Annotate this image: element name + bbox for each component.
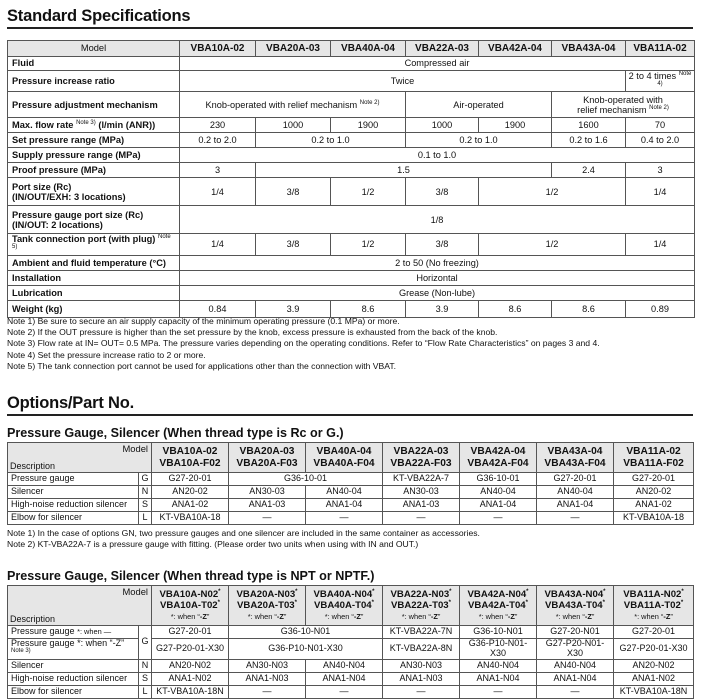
model-col: VBA20A-03 VBA20A-F03 [229,443,306,473]
row-pressure-increase [8,71,695,92]
opt1-header-row [8,443,694,473]
row-label: Silencer [8,486,139,499]
cell: 0.2 to 1.0 [256,133,406,148]
cell: 1/4 [180,178,256,206]
row-ambient [8,255,695,270]
note: Note 2) If the OUT pressure is higher than the set pressure by the knob, excess pressure is exhausted from the back of the knob. [7,327,498,338]
opt1-heading: Pressure Gauge, Silencer (When thread type is Rc or G.) [7,426,344,440]
cell: — [306,685,383,698]
row-label: Installation [8,270,180,285]
cell: G27-20-01 [152,473,229,486]
cell: ANA1-04 [306,499,383,512]
model-col: VBA40A-04 VBA40A-F04 [306,443,383,473]
row-label: Proof pressure (MPa) [8,163,180,178]
cell: 1/2 [479,234,626,255]
row-label: Weight (kg) [8,300,180,317]
note: Note 3) Flow rate at IN= OUT= 0.5 MPa. The pressure varies depending on the operating conditions. Refer to “Flow Rate Characteristics” on pages 3 and 4. [7,338,600,349]
opt2-row-elbow [8,685,694,698]
note: Note 2) KT-VBA22A-7 is a pressure gauge with fitting. (Please order two units when using with IN and OUT.) [7,539,419,550]
model-col: VBA22A-03 [406,41,479,57]
row-label: Fluid [8,57,180,71]
row-label: Max. flow rate $^{Note 3)}$ (l/min (ANR)) [8,118,180,133]
cell: G27-P20-01-X30 [152,639,229,660]
row-port-size [8,178,695,206]
model-col: VBA11A-N02* VBA11A-T02* *: when “-Z” [614,586,694,626]
row-proof-pressure [8,163,695,178]
cell: ANA1-04 [537,499,614,512]
cell: G36-10-N01 [229,626,383,639]
cell: 8.6 [479,300,552,317]
row-supply-pressure [8,148,695,163]
spec-heading: Standard Specifications [7,7,191,25]
cell: AN20-02 [614,486,694,499]
cell: G27-P20-N01-X30 [537,639,614,660]
note: Note 4) Set the pressure increase ratio to 2 or more. [7,349,206,360]
row-fluid [8,57,695,71]
cell: ANA1-02 [614,499,694,512]
cell: 2 to 4 times $^{Note 4)}$ [626,71,695,92]
cell: ANA1-N02 [152,672,229,685]
cell: 1900 [479,118,552,133]
cell: 3/8 [256,234,331,255]
cell: 1.5 [256,163,552,178]
cell: G27-P20-01-X30 [614,639,694,660]
row-label: Silencer [8,659,139,672]
cell: G36-10-01 [229,473,383,486]
cell: AN40-N04 [537,659,614,672]
cell: G36-P10-N01-X30 [229,639,383,660]
cell: ANA1-N03 [229,672,306,685]
cell: — [460,685,537,698]
cell: KT-VBA10A-18N [614,685,694,698]
cell: 1/2 [331,178,406,206]
row-label: Pressure gauge *: when “-Z” $^{Note 3)}$ [8,639,139,660]
cell: KT-VBA22A-7N [383,626,460,639]
opt1-row-silencer [8,486,694,499]
cell: AN20-N02 [614,659,694,672]
cell: Horizontal [180,270,695,285]
opt2-header-row [8,586,694,626]
desc-header: Model Description [8,443,152,473]
cell: 3.9 [406,300,479,317]
row-label: Supply pressure range (MPa) [8,148,180,163]
cell: 1/4 [626,234,695,255]
cell: AN30-03 [383,486,460,499]
cell: 1/8 [180,206,695,234]
cell: Air-operated [406,92,552,118]
opt2-table [7,585,694,699]
cell: ANA1-03 [383,499,460,512]
opt2-row-silencer [8,659,694,672]
cell: 0.89 [626,300,695,317]
model-col: VBA10A-02 [180,41,256,57]
cell: AN40-N04 [460,659,537,672]
row-label: Tank connection port (with plug) $^{Note 5)}$ [8,234,180,255]
cell: ANA1-04 [460,499,537,512]
cell: G27-20-01 [152,626,229,639]
cell: 2.4 [552,163,626,178]
opt1-row-elbow [8,512,694,525]
cell: G27-20-N01 [537,626,614,639]
cell: AN20-02 [152,486,229,499]
cell: 3/8 [406,234,479,255]
opt2-row-high-noise [8,672,694,685]
cell: ANA1-N04 [460,672,537,685]
model-col: VBA43A-04 VBA43A-F04 [537,443,614,473]
row-label: Port size (Rc) (IN/OUT/EXH: 3 locations) [8,178,180,206]
cell: — [229,685,306,698]
row-lubrication [8,285,695,300]
row-label: Pressure gauge *: when — [8,626,139,639]
cell: 8.6 [552,300,626,317]
cell: Grease (Non-lube) [180,285,695,300]
note: Note 5) The tank connection port cannot be used for applications other than the connection with VBAT. [7,360,397,371]
cell: 1000 [406,118,479,133]
symbol: L [139,512,152,525]
cell: — [383,512,460,525]
model-col: VBA42A-N04* VBA42A-T04* *: when “-Z” [460,586,537,626]
cell: — [306,512,383,525]
options-heading: Options/Part No. [7,394,134,412]
cell: 0.2 to 2.0 [180,133,256,148]
cell: 3/8 [406,178,479,206]
row-label: Pressure gauge port size (Rc) (IN/OUT: 2 locations) [8,206,180,234]
cell: 2 to 50 (No freezing) [180,255,695,270]
cell: — [537,512,614,525]
model-col: VBA20A-03 [256,41,331,57]
opt1-row-high-noise [8,499,694,512]
model-col: VBA42A-04 [479,41,552,57]
cell: ANA1-N03 [383,672,460,685]
cell: Knob-operated with relief mechanism $^{Note 2)}$ [552,92,695,118]
symbol: S [139,499,152,512]
heading-rule [7,414,693,416]
cell: 1/4 [626,178,695,206]
cell: 70 [626,118,695,133]
cell: 3 [626,163,695,178]
cell: KT-VBA10A-18 [152,512,229,525]
cell: 0.2 to 1.6 [552,133,626,148]
cell: AN20-N02 [152,659,229,672]
cell: 1600 [552,118,626,133]
cell: — [383,685,460,698]
row-max-flow [8,118,695,133]
row-label: Elbow for silencer [8,512,139,525]
cell: ANA1-N04 [306,672,383,685]
cell: 8.6 [331,300,406,317]
cell: KT-VBA22A-8N [383,639,460,660]
model-col: VBA40A-N04* VBA40A-T04* *: when “-Z” [306,586,383,626]
row-tank-port [8,234,695,255]
cell: — [229,512,306,525]
note: Note 1) In the case of options GN, two pressure gauges and one silencer are included in the same container as accessories. [7,528,480,538]
cell: — [537,685,614,698]
row-pressure-adjustment [8,92,695,118]
cell: 1900 [331,118,406,133]
cell: G27-20-01 [614,473,694,486]
cell: 0.84 [180,300,256,317]
row-weight [8,300,695,317]
model-header: Model [8,41,180,57]
row-label: High-noise reduction silencer [8,499,139,512]
cell: AN30-03 [229,486,306,499]
row-label: High-noise reduction silencer [8,672,139,685]
opt1-table [7,442,694,525]
model-col: VBA40A-04 [331,41,406,57]
desc-header: Model Description [8,586,152,626]
cell: ANA1-N04 [537,672,614,685]
model-col: VBA22A-N03* VBA22A-T03* *: when “-Z” [383,586,460,626]
opt1-row-gauge [8,473,694,486]
cell: G27-20-01 [614,626,694,639]
cell: G36-P10-N01-X30 [460,639,537,660]
row-label: Pressure increase ratio [8,71,180,92]
cell: 1/2 [479,178,626,206]
symbol: S [139,672,152,685]
model-col: VBA43A-04 [552,41,626,57]
cell: 3 [180,163,256,178]
cell: 3.9 [256,300,331,317]
cell: AN40-04 [537,486,614,499]
symbol: L [139,685,152,698]
opt1-notes [7,528,480,550]
row-label: Ambient and fluid temperature (°C) [8,255,180,270]
opt2-row-gauge-b [8,639,694,660]
cell: ANA1-N02 [614,672,694,685]
cell: 1/2 [331,234,406,255]
opt2-heading: Pressure Gauge, Silencer (When thread type is NPT or NPTF.) [7,569,375,583]
cell: 1/4 [180,234,256,255]
model-col: VBA43A-N04* VBA43A-T04* *: when “-Z” [537,586,614,626]
model-col: VBA11A-02 VBA11A-F02 [614,443,694,473]
model-col: VBA10A-N02* VBA10A-T02* *: when “-Z” [152,586,229,626]
cell: 0.2 to 1.0 [406,133,552,148]
row-set-pressure [8,133,695,148]
row-installation [8,270,695,285]
model-col: VBA22A-03 VBA22A-F03 [383,443,460,473]
note: Note 1) Be sure to secure an air supply capacity of the minimum operating pressure (0.1 MPa) or more. [7,316,400,326]
model-col: VBA10A-02 VBA10A-F02 [152,443,229,473]
cell: G36-10-N01 [460,626,537,639]
cell: ANA1-03 [229,499,306,512]
cell: AN40-04 [306,486,383,499]
symbol: G [139,626,152,660]
cell: KT-VBA10A-18N [152,685,229,698]
model-col: VBA20A-N03* VBA20A-T03* *: when “-Z” [229,586,306,626]
cell: AN30-N03 [383,659,460,672]
row-label: Elbow for silencer [8,685,139,698]
model-col: VBA42A-04 VBA42A-F04 [460,443,537,473]
row-label: Pressure adjustment mechanism [8,92,180,118]
symbol: N [139,659,152,672]
cell: KT-VBA22A-7 [383,473,460,486]
spec-table [7,40,695,318]
row-gauge-port [8,206,695,234]
cell: AN30-N03 [229,659,306,672]
cell: G27-20-01 [537,473,614,486]
cell: Compressed air [180,57,695,71]
cell: — [460,512,537,525]
cell: 1000 [256,118,331,133]
cell: AN40-N04 [306,659,383,672]
row-label: Pressure gauge [8,473,139,486]
cell: AN40-04 [460,486,537,499]
symbol: G [139,473,152,486]
row-label: Set pressure range (MPa) [8,133,180,148]
spec-notes [7,316,600,372]
model-col: VBA11A-02 [626,41,695,57]
cell: 3/8 [256,178,331,206]
cell: Knob-operated with relief mechanism $^{Note 2)}$ [180,92,406,118]
opt2-row-gauge-a [8,626,694,639]
cell: Twice [180,71,626,92]
row-label: Lubrication [8,285,180,300]
cell: KT-VBA10A-18 [614,512,694,525]
symbol: N [139,486,152,499]
cell: G36-10-01 [460,473,537,486]
heading-rule [7,27,693,29]
cell: ANA1-02 [152,499,229,512]
cell: 230 [180,118,256,133]
spec-header-row [8,41,695,57]
cell: 0.4 to 2.0 [626,133,695,148]
cell: 0.1 to 1.0 [180,148,695,163]
